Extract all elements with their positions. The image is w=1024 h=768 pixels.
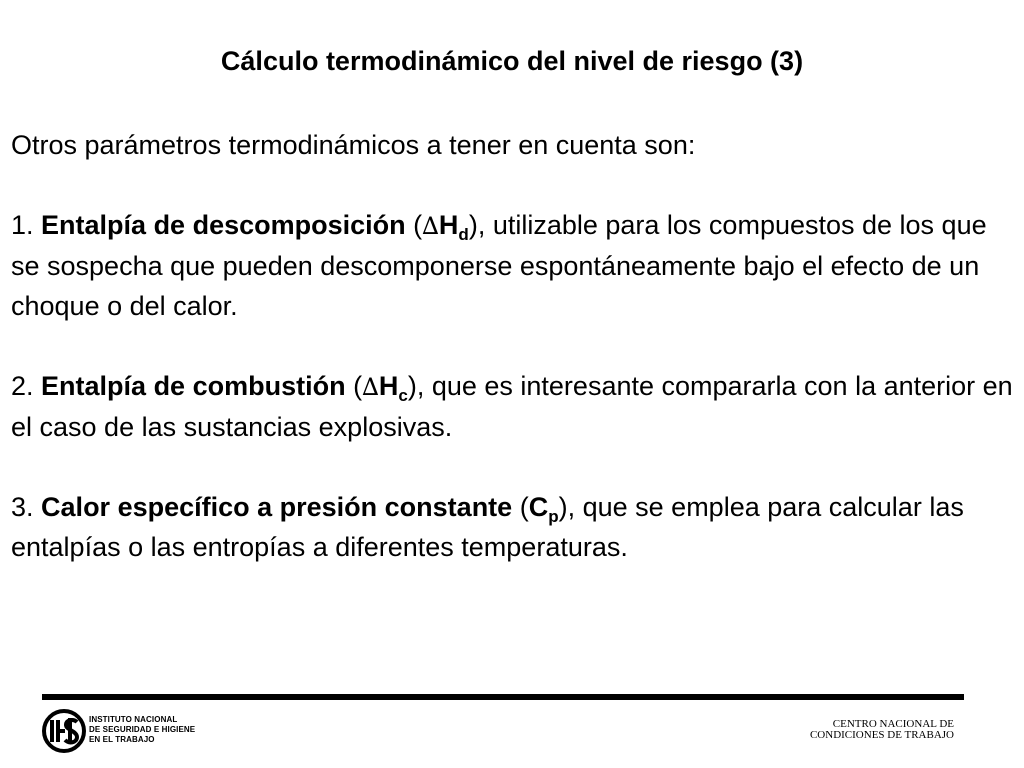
close-paren: )	[407, 371, 417, 401]
institute-name	[89, 715, 195, 745]
intro-text: Otros parámetros termodinámicos a tener en cuenta son:	[11, 130, 696, 160]
insht-logo-icon	[41, 708, 87, 754]
institute-line: INSTITUTO NACIONAL	[89, 715, 178, 724]
list-item	[11, 366, 1016, 447]
quantity-symbol: H	[438, 210, 459, 240]
open-paren: (	[519, 492, 529, 522]
item-description: , que es interesante compararla con la anterior en el caso de las sustancias explosivas.	[11, 371, 1013, 442]
quantity-subscript: d	[458, 225, 469, 244]
open-paren: (	[413, 210, 423, 240]
quantity-subscript: c	[398, 386, 408, 405]
close-paren: )	[558, 492, 568, 522]
centro-line: CENTRO NACIONAL DE	[832, 718, 954, 730]
open-paren: (	[353, 371, 363, 401]
item-term: Calor específico a presión constante	[41, 492, 513, 522]
quantity-symbol: C	[528, 492, 549, 522]
footer-divider	[42, 694, 964, 700]
item-number: 3.	[11, 492, 34, 522]
centro-line: CONDICIONES DE TRABAJO	[809, 729, 954, 741]
delta-symbol: ∆	[422, 212, 439, 240]
item-number: 2.	[11, 371, 34, 401]
centro-name	[810, 719, 954, 741]
quantity-symbol: H	[378, 371, 399, 401]
institute-line: DE SEGURIDAD E HIGIENE	[89, 725, 196, 734]
list-item	[11, 205, 1016, 326]
item-description: , que se emplea para calcular las entalpías o las entropías a diferentes temperaturas.	[11, 492, 964, 562]
delta-symbol: ∆	[362, 373, 379, 401]
slide-body	[11, 125, 1016, 567]
institute-line: EN EL TRABAJO	[89, 735, 155, 744]
item-description: , utilizable para los compuestos de los que se sospecha que pueden descomponerse espontáneamente bajo el efecto de un choque o del calor.	[11, 210, 987, 321]
close-paren: )	[468, 210, 478, 240]
slide-title: Cálculo termodinámico del nivel de riesgo (3)	[220, 46, 804, 76]
list-item	[11, 487, 1016, 567]
item-term: Entalpía de combustión	[41, 371, 346, 401]
quantity-subscript: p	[548, 507, 559, 526]
item-term: Entalpía de descomposición	[41, 210, 406, 240]
item-number: 1.	[11, 210, 34, 240]
